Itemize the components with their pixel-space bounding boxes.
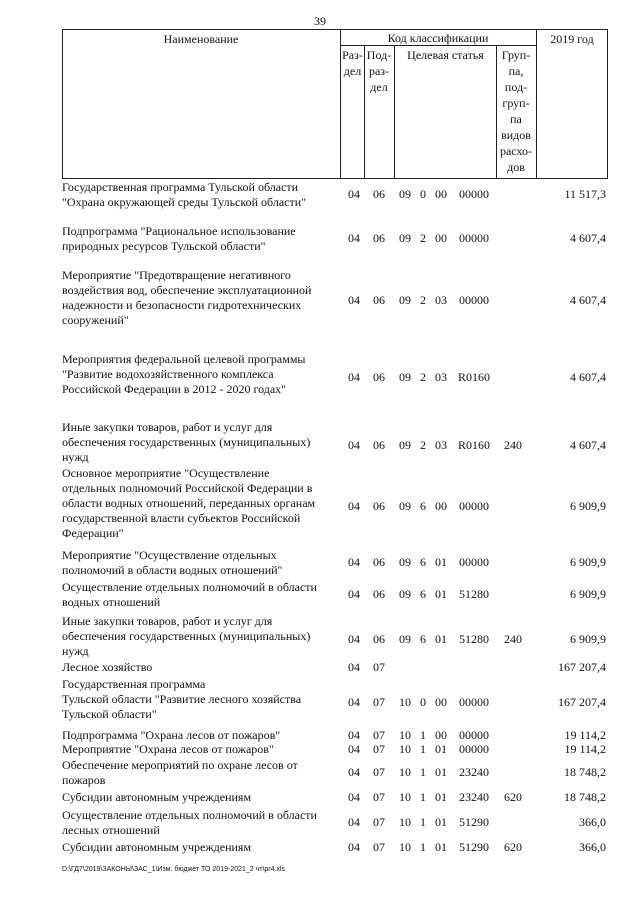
row-target-direction: 00000 — [459, 499, 489, 513]
row-amount-2019: 6 909,9 — [570, 555, 606, 569]
row-podrazdel: 07 — [373, 660, 385, 674]
row-podrazdel: 07 — [373, 790, 385, 804]
row-target-direction: 00000 — [459, 728, 489, 742]
header-group-line: под- — [504, 80, 528, 94]
header-group-line: па, — [508, 64, 524, 78]
header-group-line: расхо- — [499, 144, 533, 158]
row-target-direction: 51290 — [459, 840, 489, 854]
row-podrazdel: 06 — [373, 587, 385, 601]
row-name-line: Обеспечение мероприятий по охране лесов от — [62, 758, 298, 772]
row-expense-group: 620 — [504, 840, 522, 854]
row-target-subprogram: 2 — [420, 370, 426, 384]
row-name-line: Федерации" — [62, 526, 124, 540]
row-target-program: 10 — [399, 728, 411, 742]
file-path-footer: D:\ГД7\2019\ЗАКОНЫ\ЗАС_1\Изм. бюджет ТО 2019-2021_2 чт\pr4.xls — [62, 866, 286, 873]
row-razdel: 04 — [348, 438, 360, 452]
row-target-subprogram: 6 — [420, 632, 426, 646]
row-amount-2019: 19 114,2 — [564, 728, 606, 742]
row-razdel: 04 — [348, 555, 360, 569]
row-name-line: Иные закупки товаров, работ и услуг для — [62, 420, 273, 434]
row-amount-2019: 167 207,4 — [558, 695, 606, 709]
row-amount-2019: 4 607,4 — [570, 231, 606, 245]
row-name-line: Подпрограмма "Рациональное использование — [62, 224, 296, 238]
row-name — [62, 580, 344, 610]
row-amount-2019: 18 748,2 — [564, 790, 606, 804]
row-target-direction: 00000 — [459, 742, 489, 756]
header-target: Целевая статья — [407, 48, 484, 62]
header-year: 2019 год — [550, 32, 594, 46]
header-podrazdel-line: Под- — [366, 48, 392, 62]
row-target-program: 09 — [399, 499, 411, 513]
row-razdel: 04 — [348, 790, 360, 804]
row-name-line: Мероприятие "Предотвращение негативного — [62, 268, 291, 282]
row-target-subprogram: 0 — [420, 695, 426, 709]
row-target-direction: 23240 — [459, 765, 489, 779]
row-target-direction: 51280 — [459, 587, 489, 601]
row-name-line: надежности и безопасности гидротехнических — [62, 298, 302, 312]
row-name-line: обеспечения государственных (муниципальных) — [62, 435, 311, 449]
row-target-program: 09 — [399, 555, 411, 569]
row-target-subprogram: 1 — [420, 742, 426, 756]
row-amount-2019: 6 909,9 — [570, 587, 606, 601]
row-razdel: 04 — [348, 587, 360, 601]
row-name-line: Тульской области "Развитие лесного хозяйства — [62, 692, 302, 706]
row-name — [62, 677, 344, 722]
header-col-divider-podrazdel — [394, 45, 395, 179]
row-name-line: лесных отношений — [62, 823, 160, 837]
header-group — [496, 47, 536, 175]
row-target-subprogram: 1 — [420, 790, 426, 804]
row-podrazdel: 07 — [373, 695, 385, 709]
row-name — [62, 268, 344, 328]
row-target-event: 01 — [435, 555, 447, 569]
row-razdel: 04 — [348, 231, 360, 245]
row-name — [62, 420, 344, 465]
row-name-line: Тульской области" — [62, 707, 157, 721]
row-target-program: 09 — [399, 370, 411, 384]
row-amount-2019: 4 607,4 — [570, 293, 606, 307]
row-name-line: воздействия вод, обеспечение эксплуатационной — [62, 283, 312, 297]
header-name: Наименование — [163, 32, 239, 46]
row-podrazdel: 07 — [373, 840, 385, 854]
header-group-line: Груп- — [501, 48, 531, 62]
row-target-subprogram: 0 — [420, 187, 426, 201]
row-name-line: Мероприятия федеральной целевой программы — [62, 352, 306, 366]
row-target-event: 00 — [435, 187, 447, 201]
row-name-line: полномочий в области водных отношений" — [62, 563, 283, 577]
row-target-subprogram: 1 — [420, 765, 426, 779]
row-target-direction: 51290 — [459, 815, 489, 829]
row-name-line: Осуществление отдельных полномочий в области — [62, 580, 317, 594]
row-target-subprogram: 2 — [420, 438, 426, 452]
row-expense-group: 240 — [504, 438, 522, 452]
row-name-line: государственной власти субъектов Российской — [62, 511, 301, 525]
row-podrazdel: 06 — [373, 231, 385, 245]
header-podrazdel-line: дел — [370, 80, 388, 94]
row-name-line: Подпрограмма "Охрана лесов от пожаров" — [62, 728, 281, 742]
row-name-line: Субсидии автономным учреждениям — [62, 840, 252, 854]
row-razdel: 04 — [348, 499, 360, 513]
row-amount-2019: 6 909,9 — [570, 632, 606, 646]
header-podrazdel — [364, 47, 394, 95]
row-name — [62, 742, 344, 757]
row-name — [62, 660, 344, 675]
row-amount-2019: 366,0 — [579, 840, 606, 854]
header-razdel-line: Раз- — [342, 48, 363, 62]
row-target-direction: 00000 — [459, 187, 489, 201]
row-target-event: 01 — [435, 840, 447, 854]
row-razdel: 04 — [348, 840, 360, 854]
row-target-event: 01 — [435, 765, 447, 779]
row-name — [62, 614, 344, 659]
row-name-line: области водных отношений, переданных органам — [62, 496, 316, 510]
row-target-event: 00 — [435, 231, 447, 245]
row-target-subprogram: 1 — [420, 728, 426, 742]
row-amount-2019: 19 114,2 — [564, 742, 606, 756]
row-name-line: Российской Федерации в 2012 - 2020 годах" — [62, 382, 287, 396]
row-name — [62, 352, 344, 397]
row-target-program: 09 — [399, 438, 411, 452]
row-target-direction: 00000 — [459, 555, 489, 569]
row-target-direction: 00000 — [459, 695, 489, 709]
header-podrazdel-line: раз- — [368, 64, 390, 78]
row-amount-2019: 6 909,9 — [570, 499, 606, 513]
row-podrazdel: 06 — [373, 499, 385, 513]
row-target-subprogram: 1 — [420, 815, 426, 829]
row-target-direction: 00000 — [459, 293, 489, 307]
row-name-line: пожаров — [62, 773, 106, 787]
row-podrazdel: 06 — [373, 187, 385, 201]
row-amount-2019: 11 517,3 — [564, 187, 606, 201]
row-target-program: 09 — [399, 293, 411, 307]
row-target-program: 09 — [399, 231, 411, 245]
header-left-border — [62, 29, 63, 179]
row-podrazdel: 06 — [373, 370, 385, 384]
row-target-program: 10 — [399, 815, 411, 829]
row-name-line: Государственная программа Тульской области — [62, 180, 299, 194]
header-code: Код классификации — [387, 31, 489, 45]
page-number: 39 — [314, 14, 326, 28]
header-razdel-line: дел — [343, 64, 362, 78]
row-name-line: Осуществление отдельных полномочий в области — [62, 808, 317, 822]
row-target-direction: 00000 — [459, 231, 489, 245]
row-name-line: природных ресурсов Тульской области" — [62, 239, 266, 253]
header-razdel — [340, 47, 365, 79]
row-razdel: 04 — [348, 815, 360, 829]
row-target-program: 10 — [399, 765, 411, 779]
row-podrazdel: 07 — [373, 815, 385, 829]
row-target-event: 03 — [435, 293, 447, 307]
row-target-direction: 51280 — [459, 632, 489, 646]
header-right-border — [607, 29, 608, 179]
row-name — [62, 790, 344, 805]
header-bottom-border — [62, 178, 608, 179]
row-target-program: 09 — [399, 187, 411, 201]
row-target-program: 10 — [399, 840, 411, 854]
row-name-line: "Охрана окружающей среды Тульской области" — [62, 195, 307, 209]
row-target-event: 01 — [435, 632, 447, 646]
row-name — [62, 548, 344, 578]
row-podrazdel: 06 — [373, 438, 385, 452]
row-target-direction: R0160 — [457, 370, 490, 384]
row-target-program: 09 — [399, 587, 411, 601]
row-expense-group: 620 — [504, 790, 522, 804]
header-group-line: дов — [507, 160, 525, 174]
row-target-event: 00 — [435, 728, 447, 742]
row-razdel: 04 — [348, 660, 360, 674]
row-razdel: 04 — [348, 728, 360, 742]
row-name-line: Иные закупки товаров, работ и услуг для — [62, 614, 273, 628]
header-group-line: видов — [501, 128, 531, 142]
row-target-program: 10 — [399, 742, 411, 756]
header-group-line: па — [510, 112, 522, 126]
row-target-event: 01 — [435, 742, 447, 756]
row-target-event: 03 — [435, 438, 447, 452]
row-podrazdel: 06 — [373, 632, 385, 646]
row-target-event: 01 — [435, 815, 447, 829]
row-name — [62, 808, 344, 838]
row-name-line: Мероприятие "Осуществление отдельных — [62, 548, 277, 562]
row-target-event: 01 — [435, 587, 447, 601]
row-name-line: Основное мероприятие "Осуществление — [62, 466, 270, 480]
row-target-direction: R0160 — [457, 438, 490, 452]
row-name — [62, 758, 344, 788]
row-razdel: 04 — [348, 187, 360, 201]
row-name — [62, 180, 344, 210]
header-col-divider-group — [536, 29, 537, 179]
row-target-subprogram: 2 — [420, 293, 426, 307]
row-target-program: 10 — [399, 790, 411, 804]
row-target-subprogram: 6 — [420, 499, 426, 513]
row-expense-group: 240 — [504, 632, 522, 646]
row-name-line: нужд — [62, 644, 89, 658]
row-razdel: 04 — [348, 742, 360, 756]
row-razdel: 04 — [348, 632, 360, 646]
row-amount-2019: 167 207,4 — [558, 660, 606, 674]
row-target-subprogram: 1 — [420, 840, 426, 854]
row-name — [62, 840, 344, 855]
row-name-line: "Развитие водохозяйственного комплекса — [62, 367, 274, 381]
row-podrazdel: 06 — [373, 293, 385, 307]
row-podrazdel: 07 — [373, 728, 385, 742]
row-target-subprogram: 6 — [420, 587, 426, 601]
row-name — [62, 728, 344, 743]
row-amount-2019: 4 607,4 — [570, 370, 606, 384]
row-target-subprogram: 6 — [420, 555, 426, 569]
row-target-subprogram: 2 — [420, 231, 426, 245]
row-name-line: Государственная программа — [62, 677, 206, 691]
row-name-line: нужд — [62, 450, 89, 464]
row-name — [62, 466, 344, 541]
row-target-program: 10 — [399, 695, 411, 709]
header-group-line: груп- — [502, 96, 530, 110]
row-target-program: 09 — [399, 632, 411, 646]
row-name-line: сооружений" — [62, 313, 129, 327]
row-name-line: Мероприятие "Охрана лесов от пожаров" — [62, 742, 274, 756]
row-target-event: 00 — [435, 695, 447, 709]
row-name-line: Лесное хозяйство — [62, 660, 153, 674]
row-amount-2019: 4 607,4 — [570, 438, 606, 452]
row-target-direction: 23240 — [459, 790, 489, 804]
row-name-line: водных отношений — [62, 595, 161, 609]
row-name-line: Субсидии автономным учреждениям — [62, 790, 252, 804]
row-podrazdel: 07 — [373, 742, 385, 756]
row-razdel: 04 — [348, 695, 360, 709]
row-target-event: 03 — [435, 370, 447, 384]
row-name-line: отдельных полномочий Российской Федерации в — [62, 481, 313, 495]
row-podrazdel: 07 — [373, 765, 385, 779]
row-amount-2019: 18 748,2 — [564, 765, 606, 779]
row-name-line: обеспечения государственных (муниципальных) — [62, 629, 311, 643]
row-podrazdel: 06 — [373, 555, 385, 569]
row-razdel: 04 — [348, 765, 360, 779]
row-target-event: 00 — [435, 499, 447, 513]
row-amount-2019: 366,0 — [579, 815, 606, 829]
row-razdel: 04 — [348, 293, 360, 307]
row-name — [62, 224, 344, 254]
row-target-event: 01 — [435, 790, 447, 804]
row-razdel: 04 — [348, 370, 360, 384]
